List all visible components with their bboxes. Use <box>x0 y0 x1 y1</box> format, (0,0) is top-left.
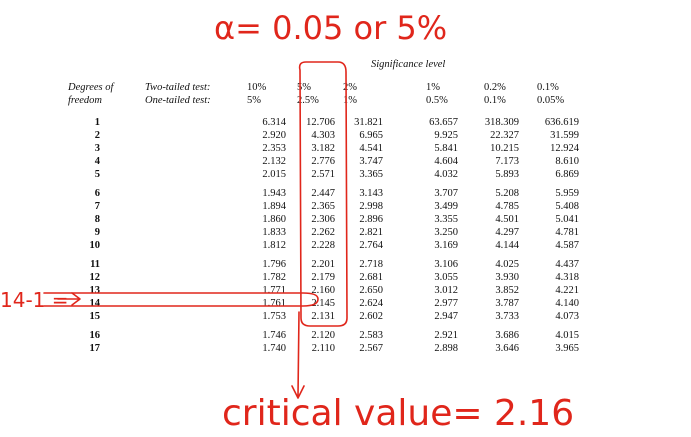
table-cell: 4.604 <box>434 156 458 167</box>
table-cell: 2.650 <box>359 285 383 296</box>
table-cell: 1.812 <box>262 240 286 251</box>
table-cell: 4.015 <box>555 330 579 341</box>
column-one-tailed: 2.5% <box>297 95 319 106</box>
table-cell: 5.041 <box>555 214 579 225</box>
table-cell: 2.821 <box>359 227 383 238</box>
table-cell: 2.262 <box>311 227 335 238</box>
table-cell: 22.327 <box>490 130 519 141</box>
table-cell: 3.355 <box>434 214 458 225</box>
table-cell: 3.143 <box>359 188 383 199</box>
table-cell: 2.015 <box>262 169 286 180</box>
table-cell: 4.073 <box>555 311 579 322</box>
table-cell: 2.776 <box>311 156 335 167</box>
table-cell: 2.583 <box>359 330 383 341</box>
table-cell: 2.447 <box>311 188 335 199</box>
table-cell: 4.781 <box>555 227 579 238</box>
table-cell: 4.221 <box>555 285 579 296</box>
column-one-tailed: 0.5% <box>426 95 448 106</box>
table-cell: 1.894 <box>262 201 286 212</box>
table-cell: 3.365 <box>359 169 383 180</box>
column-one-tailed: 0.1% <box>484 95 506 106</box>
table-row-df: 1 <box>94 117 100 128</box>
table-row-df: 11 <box>90 259 100 270</box>
table-cell: 4.318 <box>555 272 579 283</box>
column-two-tailed: 5% <box>297 82 311 93</box>
table-cell: 4.303 <box>311 130 335 141</box>
table-cell: 6.869 <box>555 169 579 180</box>
table-cell: 636.619 <box>544 117 579 128</box>
table-cell: 4.501 <box>495 214 519 225</box>
table-cell: 12.924 <box>550 143 579 154</box>
table-row-df: 17 <box>89 343 100 354</box>
table-row-df: 7 <box>94 201 100 212</box>
table-cell: 2.110 <box>311 343 335 354</box>
table-cell: 3.686 <box>495 330 519 341</box>
table-cell: 5.408 <box>555 201 579 212</box>
table-cell: 2.681 <box>359 272 383 283</box>
table-cell: 1.860 <box>262 214 286 225</box>
table-row-df: 10 <box>89 240 100 251</box>
row-note-annotation: 14-1 = <box>0 288 69 312</box>
table-row-df: 3 <box>94 143 100 154</box>
table-cell: 3.965 <box>555 343 579 354</box>
table-cell: 12.706 <box>306 117 335 128</box>
table-cell: 3.055 <box>434 272 458 283</box>
table-cell: 6.965 <box>359 130 383 141</box>
table-cell: 2.921 <box>434 330 458 341</box>
table-cell: 31.599 <box>550 130 579 141</box>
table-cell: 5.208 <box>495 188 519 199</box>
table-cell: 4.025 <box>495 259 519 270</box>
column-one-tailed: 0.05% <box>537 95 565 106</box>
table-cell: 1.761 <box>262 298 286 309</box>
two-tailed-label: Two-tailed test: <box>145 82 211 93</box>
one-tailed-label: One-tailed test: <box>145 95 211 106</box>
table-cell: 3.250 <box>434 227 458 238</box>
table-cell: 2.132 <box>262 156 286 167</box>
alpha-annotation: α= 0.05 or 5% <box>214 9 448 47</box>
table-cell: 2.602 <box>359 311 383 322</box>
table-cell: 10.215 <box>490 143 519 154</box>
table-cell: 3.646 <box>495 343 519 354</box>
table-cell: 3.106 <box>434 259 458 270</box>
table-cell: 2.179 <box>311 272 335 283</box>
table-cell: 4.587 <box>555 240 579 251</box>
table-row-df: 14 <box>89 298 100 309</box>
table-cell: 2.896 <box>359 214 383 225</box>
df-label-line2: freedom <box>68 95 103 106</box>
column-two-tailed: 0.1% <box>537 82 559 93</box>
table-cell: 1.796 <box>262 259 286 270</box>
table-row-df: 9 <box>94 227 100 238</box>
table-cell: 4.032 <box>434 169 458 180</box>
table-cell: 4.140 <box>555 298 579 309</box>
column-two-tailed: 1% <box>426 82 440 93</box>
table-row-df: 12 <box>89 272 100 283</box>
table-row-df: 15 <box>89 311 100 322</box>
table-cell: 2.228 <box>311 240 335 251</box>
table-cell: 63.657 <box>429 117 458 128</box>
table-cell: 4.785 <box>495 201 519 212</box>
table-cell: 3.012 <box>434 285 458 296</box>
table-cell: 2.920 <box>262 130 286 141</box>
table-cell: 3.733 <box>495 311 519 322</box>
table-cell: 2.306 <box>311 214 335 225</box>
df-label-line1: Degrees of <box>68 82 114 93</box>
table-cell: 2.145 <box>311 298 335 309</box>
column-one-tailed: 5% <box>247 95 261 106</box>
table-row-df: 13 <box>89 285 100 296</box>
table-cell: 3.499 <box>434 201 458 212</box>
super-header: Significance level <box>371 59 446 70</box>
column-two-tailed: 0.2% <box>484 82 506 93</box>
table-cell: 3.787 <box>495 298 519 309</box>
table-cell: 2.131 <box>311 311 335 322</box>
table-cell: 2.977 <box>434 298 458 309</box>
table-cell: 4.144 <box>495 240 519 251</box>
table-cell: 4.541 <box>359 143 383 154</box>
table-cell: 3.707 <box>434 188 458 199</box>
table-cell: 1.740 <box>262 343 286 354</box>
table-row-df: 16 <box>89 330 100 341</box>
table-cell: 2.718 <box>359 259 383 270</box>
table-cell: 2.120 <box>311 330 335 341</box>
table-cell: 5.959 <box>555 188 579 199</box>
table-cell: 4.437 <box>555 259 579 270</box>
table-cell: 318.309 <box>484 117 519 128</box>
critical-arrow <box>292 312 304 398</box>
table-cell: 1.771 <box>262 285 286 296</box>
table-cell: 2.998 <box>359 201 383 212</box>
table-cell: 7.173 <box>495 156 519 167</box>
table-row-df: 4 <box>94 156 100 167</box>
table-cell: 31.821 <box>354 117 383 128</box>
table-cell: 1.746 <box>262 330 286 341</box>
table-row-df: 2 <box>94 130 100 141</box>
table-row-df: 5 <box>94 169 100 180</box>
table-cell: 2.624 <box>359 298 383 309</box>
table-cell: 2.201 <box>311 259 335 270</box>
table-cell: 9.925 <box>434 130 458 141</box>
table-cell: 5.841 <box>434 143 458 154</box>
table-cell: 2.365 <box>311 201 335 212</box>
table-cell: 5.893 <box>495 169 519 180</box>
table-cell: 3.930 <box>495 272 519 283</box>
table-cell: 2.160 <box>311 285 335 296</box>
table-cell: 3.747 <box>359 156 383 167</box>
table-cell: 2.764 <box>359 240 383 251</box>
column-two-tailed: 2% <box>343 82 357 93</box>
table-cell: 1.782 <box>262 272 286 283</box>
table-row-df: 8 <box>94 214 100 225</box>
table-cell: 3.169 <box>434 240 458 251</box>
table-cell: 1.943 <box>262 188 286 199</box>
table-cell: 1.753 <box>262 311 286 322</box>
table-cell: 8.610 <box>555 156 579 167</box>
table-cell: 1.833 <box>262 227 286 238</box>
column-two-tailed: 10% <box>247 82 267 93</box>
table-cell: 3.182 <box>311 143 335 154</box>
row-highlight-box <box>44 293 318 306</box>
column-highlight-box <box>300 62 347 326</box>
critical-value-annotation: critical value= 2.16 <box>222 393 575 434</box>
table-cell: 3.852 <box>495 285 519 296</box>
table-cell: 2.571 <box>311 169 335 180</box>
table-cell: 2.567 <box>359 343 383 354</box>
table-cell: 2.353 <box>262 143 286 154</box>
table-cell: 2.898 <box>434 343 458 354</box>
table-cell: 4.297 <box>495 227 519 238</box>
table-row-df: 6 <box>94 188 100 199</box>
row-arrow <box>58 293 80 305</box>
column-one-tailed: 1% <box>343 95 357 106</box>
table-cell: 2.947 <box>434 311 458 322</box>
table-cell: 6.314 <box>262 117 286 128</box>
